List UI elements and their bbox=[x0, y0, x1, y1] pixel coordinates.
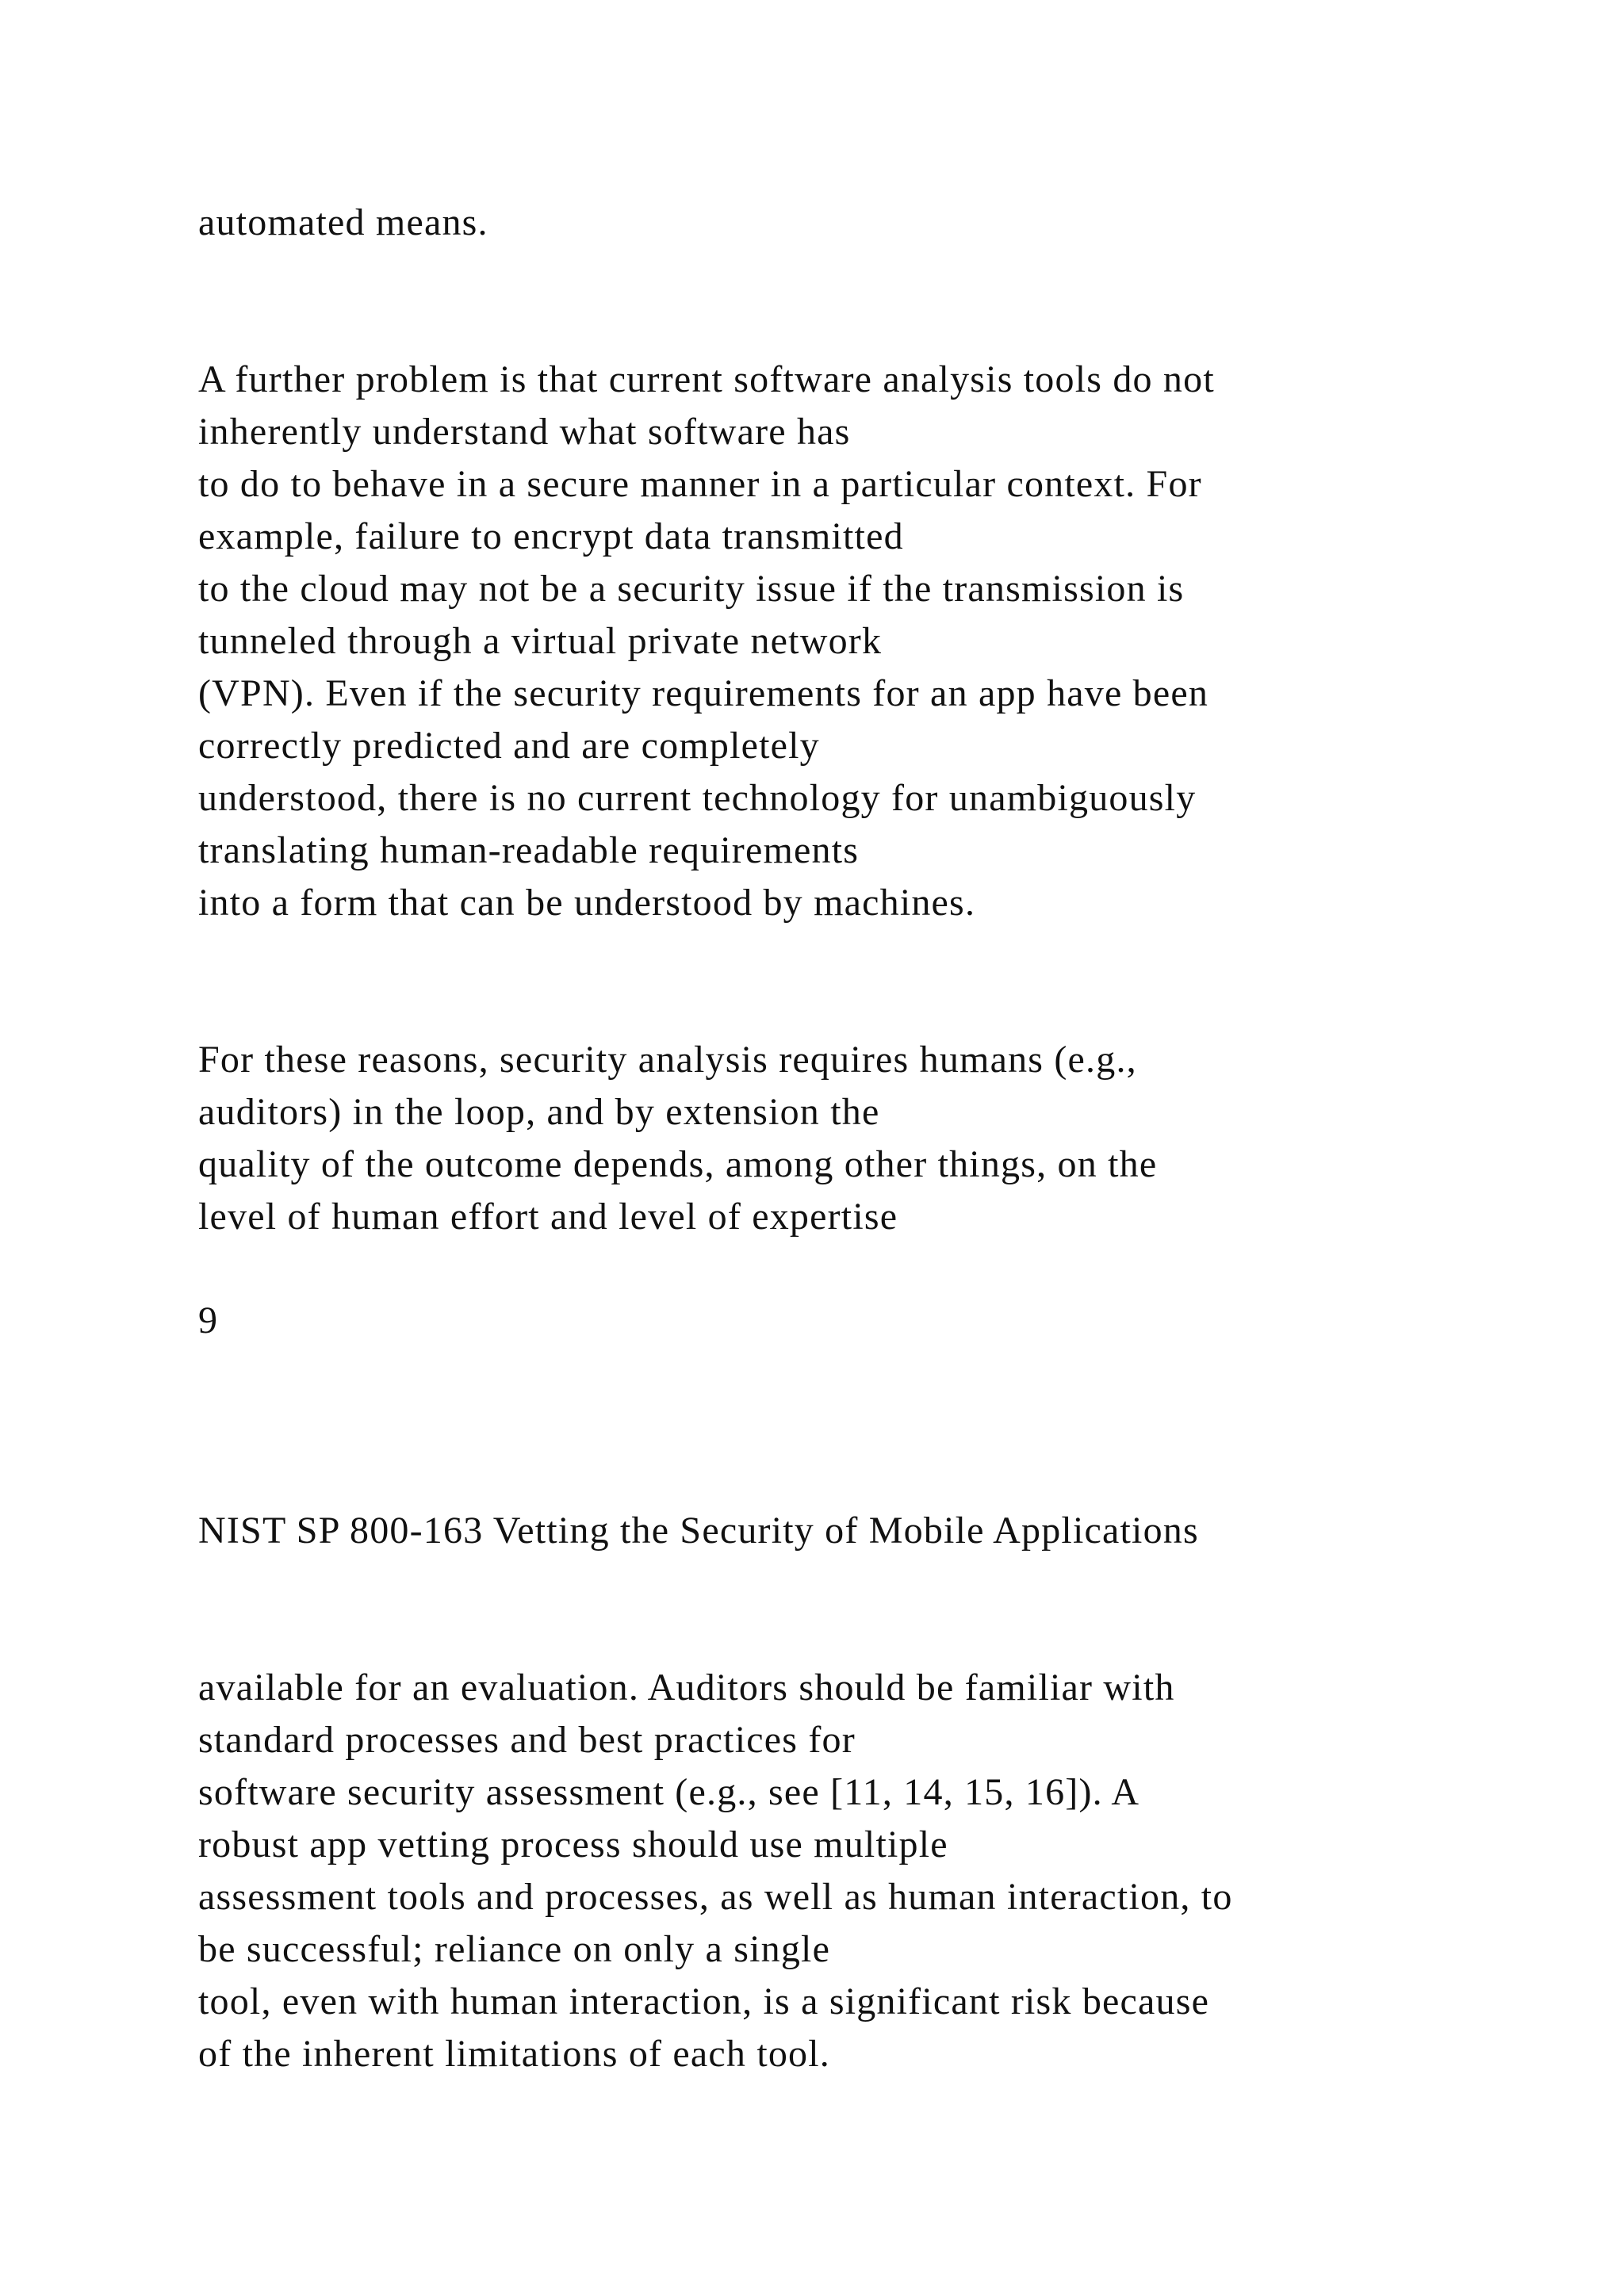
text-line: inherently understand what software has bbox=[198, 411, 851, 453]
text-line: understood, there is no current technology for unambiguously bbox=[198, 777, 1197, 819]
text-line: automated means. bbox=[198, 201, 488, 243]
text-line: level of human effort and level of expertise bbox=[198, 1196, 898, 1238]
text-line: of the inherent limitations of each tool. bbox=[198, 2033, 830, 2075]
text-line: assessment tools and processes, as well as human interaction, to bbox=[198, 1876, 1233, 1918]
text-line: tool, even with human interaction, is a significant risk because bbox=[198, 1980, 1210, 2022]
running-header-text: NIST SP 800-163 Vetting the Security of Mobile Applications bbox=[198, 1510, 1199, 1552]
text-line: A further problem is that current software analysis tools do not bbox=[198, 358, 1215, 400]
text-line: auditors) in the loop, and by extension the bbox=[198, 1091, 880, 1133]
text-line: into a form that can be understood by machines. bbox=[198, 882, 976, 924]
text-line: available for an evaluation. Auditors should be familiar with bbox=[198, 1667, 1175, 1709]
paragraph-human-analysis bbox=[198, 1034, 1499, 1243]
paragraph-continuation bbox=[198, 197, 1499, 249]
page-number-text: 9 bbox=[198, 1299, 219, 1341]
text-line: robust app vetting process should use multiple bbox=[198, 1823, 948, 1866]
text-line: tunneled through a virtual private network bbox=[198, 620, 883, 662]
page-number bbox=[198, 1295, 1499, 1347]
text-line: For these reasons, security analysis requires humans (e.g., bbox=[198, 1039, 1137, 1081]
text-line: software security assessment (e.g., see [11, 14, 15, 16]). A bbox=[198, 1771, 1140, 1813]
text-line: translating human-readable requirements bbox=[198, 829, 860, 871]
text-line: be successful; reliance on only a single bbox=[198, 1928, 831, 1970]
text-line: to the cloud may not be a security issue if the transmission is bbox=[198, 568, 1185, 610]
running-header bbox=[198, 1505, 1499, 1557]
text-line: standard processes and best practices for bbox=[198, 1719, 856, 1761]
text-line: correctly predicted and are completely bbox=[198, 725, 820, 767]
text-line: example, failure to encrypt data transmitted bbox=[198, 515, 904, 557]
text-line: quality of the outcome depends, among other things, on the bbox=[198, 1143, 1158, 1185]
paragraph-auditors bbox=[198, 1662, 1499, 2080]
text-line: (VPN). Even if the security requirements for an app have been bbox=[198, 672, 1209, 714]
paragraph-analysis-tools bbox=[198, 354, 1499, 929]
text-line: to do to behave in a secure manner in a particular context. For bbox=[198, 463, 1202, 505]
